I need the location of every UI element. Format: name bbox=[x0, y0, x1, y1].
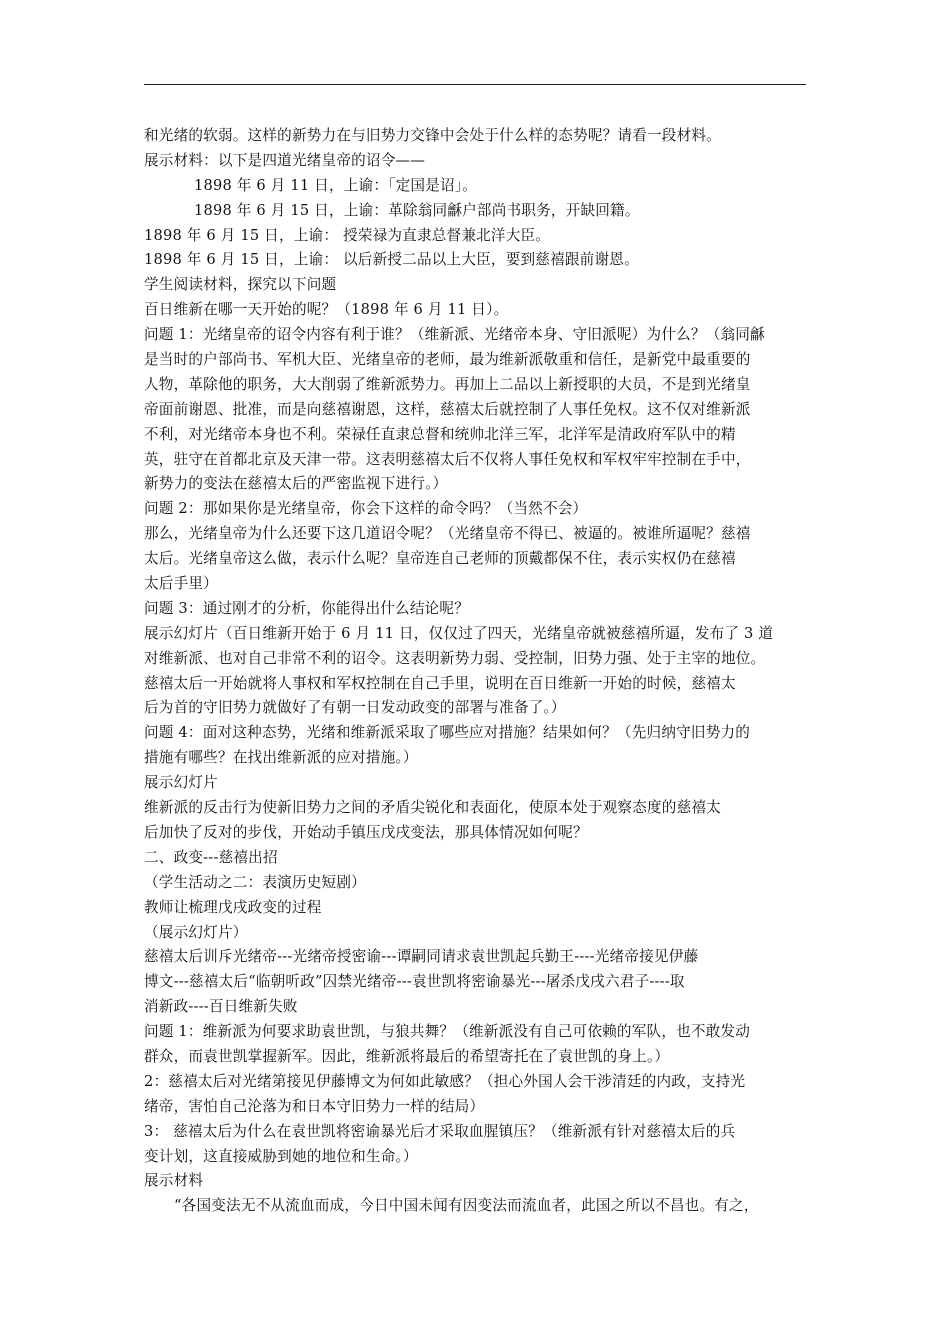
text-line: （学生活动之二：表演历史短剧） bbox=[144, 873, 366, 891]
text-line: 教师让梳理戊戌政变的过程 bbox=[144, 898, 322, 916]
text-line: 太后。光绪皇帝这么做，表示什么呢？皇帝连自己老师的顶戴都保不住，表示实权仍在慈禧 bbox=[144, 550, 736, 568]
document-body bbox=[144, 124, 824, 1219]
text-line: 后加快了反对的步伐，开始动手镇压戊戌变法，那具体情况如何呢？ bbox=[144, 823, 588, 841]
text-line: 问题 1：维新派为何要求助袁世凯，与狼共舞？（维新派没有自己可依赖的军队，也不敢发动 bbox=[144, 1023, 751, 1041]
text-line: 问题 4：面对这种态势，光绪和维新派采取了哪些应对措施？结果如何？（先归纳守旧势力的 bbox=[144, 724, 751, 742]
text-line: 1898 年 6 月 15 日，上谕： 授荣禄为直隶总督兼北洋大臣。 bbox=[144, 226, 551, 244]
text-line: “各国变法无不从流血而成，今日中国未闻有因变法而流血者，此国之所以不昌也。有之， bbox=[174, 1197, 759, 1215]
text-line: 1898 年 6 月 11 日，上谕：「定国是诏」。 bbox=[194, 176, 478, 194]
text-line: 新势力的变法在慈禧太后的严密监视下进行。） bbox=[144, 475, 448, 493]
text-line: 展示材料 bbox=[144, 1172, 204, 1190]
text-line: 2：慈禧太后对光绪第接见伊藤博文为何如此敏感？（担心外国人会干涉清廷的内政，支持光 bbox=[144, 1072, 746, 1090]
text-line: 绪帝，害怕自己沦落为和日本守旧势力一样的结局） bbox=[144, 1097, 485, 1115]
text-line: 问题 1：光绪皇帝的诏令内容有利于谁？（维新派、光绪帝本身、守旧派呢）为什么？（翁同龢 bbox=[144, 326, 765, 344]
text-line: 消新政----百日维新失败 bbox=[144, 998, 298, 1016]
header-rule bbox=[144, 84, 806, 85]
text-line: 3： 慈禧太后为什么在袁世凯将密谕暴光后才采取血腥镇压？（维新派有针对慈禧太后的兵 bbox=[144, 1122, 736, 1140]
text-line: 问题 3：通过刚才的分析，你能得出什么结论呢？ bbox=[144, 599, 469, 617]
text-line: 太后手里） bbox=[144, 575, 218, 593]
text-line: 人物，革除他的职务，大大削弱了维新派势力。再加上二品以上新授职的大员，不是到光绪皇 bbox=[144, 375, 751, 393]
text-line: 英，驻守在首都北京及天津一带。这表明慈禧太后不仅将人事任免权和军权牢牢控制在手中， bbox=[144, 450, 751, 468]
text-line: 展示幻灯片 bbox=[144, 774, 218, 792]
text-line: 1898 年 6 月 15 日，上谕： 以后新授二品以上大臣，要到慈禧跟前谢恩。 bbox=[144, 251, 639, 269]
text-line: 群众，而袁世凯掌握新军。因此，维新派将最后的希望寄托在了袁世凯的身上。） bbox=[144, 1047, 670, 1065]
text-line: 百日维新在哪一天开始的呢？（1898 年 6 月 11 日）。 bbox=[144, 301, 509, 319]
text-line: 后为首的守旧势力就做好了有朝一日发动政变的部署与准备了。） bbox=[144, 699, 566, 717]
text-line: （展示幻灯片） bbox=[144, 923, 248, 941]
text-line: 是当时的户部尚书、军机大臣、光绪皇帝的老师，最为维新派敬重和信任，是新党中最重要的 bbox=[144, 351, 751, 369]
text-line: 和光绪的软弱。这样的新势力在与旧势力交锋中会处于什么样的态势呢？请看一段材料。 bbox=[144, 127, 721, 144]
text-line: 慈禧太后训斥光绪帝---光绪帝授密谕---谭嗣同请求袁世凯起兵勤王----光绪帝接见伊藤 bbox=[144, 948, 699, 966]
text-line: 帝面前谢恩、批准，而是向慈禧谢恩，这样，慈禧太后就控制了人事任免权。这不仅对维新派 bbox=[144, 400, 751, 418]
text-line: 学生阅读材料，探究以下问题 bbox=[144, 276, 337, 294]
text-line: 变计划，这直接威胁到她的地位和生命。） bbox=[144, 1147, 418, 1165]
text-line: 不利，对光绪帝本身也不利。荣禄任直隶总督和统帅北洋三军，北洋军是清政府军队中的精 bbox=[144, 425, 736, 443]
text-line: 对维新派、也对自己非常不利的诏令。这表明新势力弱、受控制，旧势力强、处于主宰的地位。 bbox=[144, 649, 766, 667]
text-line: 1898 年 6 月 15 日，上谕：革除翁同龢户部尚书职务，开缺回籍。 bbox=[194, 201, 640, 219]
text-line: 博文---慈禧太后“临朝听政”囚禁光绪帝---袁世凯将密谕暴光---屠杀戊戌六君子----取 bbox=[144, 973, 685, 991]
text-line: 维新派的反击行为使新旧势力之间的矛盾尖锐化和表面化，使原本处于观察态度的慈禧太 bbox=[144, 799, 721, 817]
text-line: 展示材料：以下是四道光绪皇帝的诏令—— bbox=[144, 151, 426, 169]
text-line: 二、政变---慈禧出招 bbox=[144, 848, 278, 866]
text-line: 那么，光绪皇帝为什么还要下这几道诏令呢？（光绪皇帝不得已、被逼的。被谁所逼呢？慈禧 bbox=[144, 525, 751, 543]
text-line: 措施有哪些？在找出维新派的应对措施。） bbox=[144, 749, 418, 767]
text-line: 慈禧太后一开始就将人事权和军权控制在自己手里，说明在百日维新一开始的时候，慈禧太 bbox=[144, 674, 736, 692]
text-line: 问题 2：那如果你是光绪皇帝，你会下这样的命令吗？（当然不会） bbox=[144, 500, 588, 518]
text-line: 展示幻灯片（百日维新开始于 6 月 11 日，仅仅过了四天，光绪皇帝就被慈禧所逼，发布了 3 道 bbox=[144, 624, 774, 642]
